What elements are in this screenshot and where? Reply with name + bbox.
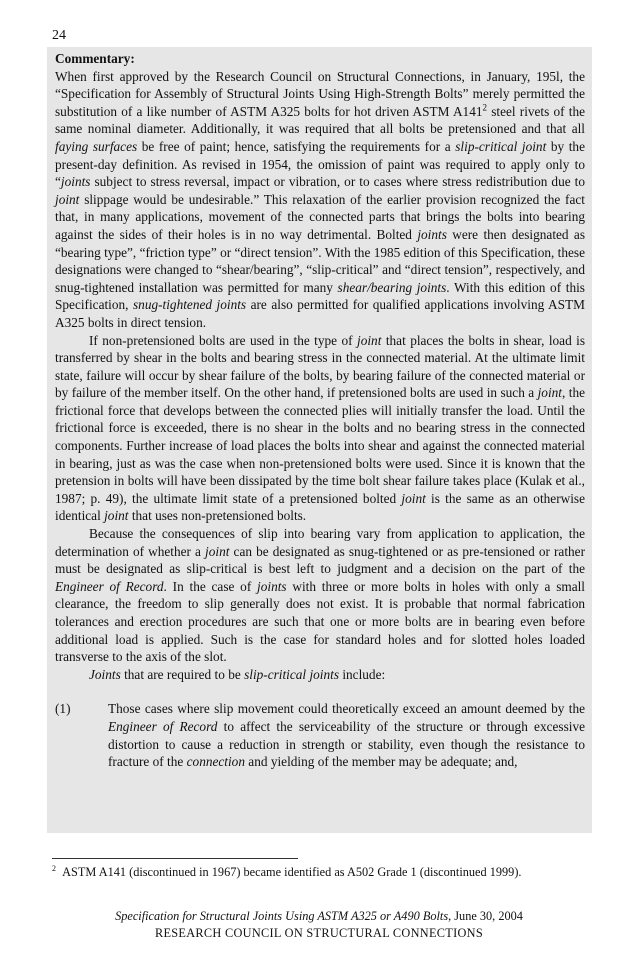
- commentary-paragraph-1: [55, 68, 585, 332]
- text-run: that uses non-pretensioned bolts.: [128, 508, 307, 524]
- text-run: is the same as an otherwise identical: [55, 490, 585, 524]
- italic-term: joint: [357, 332, 382, 348]
- footnote-text: ASTM A141 (discontinued in 1967) became identified as A502 Grade 1 (discontinued 1999).: [62, 865, 522, 879]
- list-number: (1): [55, 701, 71, 717]
- text-run: , the frictional force that develops between the connected plies will initially transfer the load. Until the frictional force is exceeded, there is no shear in the bolts and no bearing stress in the connected components. Further increase of load places the bolts into shear and against the connected material in bearing, just as was the case when non-pretensioned bolts were used. Since it is known that the pretension in bolts will have been dissipated by the time bolt shear failure takes place (Kulak et al., 1987; p. 49), the ultimate limit state of a pretensioned bolted: [55, 385, 585, 506]
- commentary-paragraph-3: [55, 525, 585, 666]
- text-run: Those cases where slip movement could theoretically exceed an amount deemed by the: [108, 701, 585, 717]
- italic-term: shear/bearing joints: [337, 279, 447, 295]
- text-run: with three or more bolts in holes with only a small clearance, the freedom to slip generally does not exist. It is probable that normal fabrication tolerances and erection procedures are such that one or more bolts are in bearing even before additional load is applied. Such is the case for standard holes and for slotted holes loaded transverse to the axis of the slot.: [55, 578, 585, 665]
- italic-term: joint: [205, 543, 230, 559]
- footnote-rule: [52, 858, 298, 859]
- text-run: Because the consequences of slip into bearing vary from application to application, the determination of whether a: [55, 526, 585, 559]
- italic-term: joints: [60, 174, 91, 190]
- text-run: slippage would be undesirable.” This relaxation of the earlier provision recognized the fact that, in many applications, movement of the connected parts that brings the bolts into bearing against the sides of their holes is in no way detrimental. Bolted: [55, 191, 585, 242]
- italic-term: Engineer of Record: [55, 578, 164, 594]
- list-item: [55, 700, 585, 770]
- footer-spec-title: Specification for Structural Joints Using ASTM A325 or A490 Bolts: [115, 909, 449, 923]
- italic-term: joint: [537, 385, 562, 401]
- italic-term: Engineer of Record: [108, 718, 218, 734]
- italic-term: connection: [186, 754, 245, 770]
- text-run: can be designated as snug-tightened or as pre-tensioned or rather must be designated as slip-critical is best left to judgment and a decision on the part of the: [55, 543, 585, 577]
- italic-term: joints: [257, 578, 287, 594]
- text-run: subject to stress reversal, impact or vibration, or to cases where stress redistribution due to: [90, 174, 585, 190]
- footnote-marker: 2: [52, 863, 56, 873]
- text-run: . In the case of: [163, 578, 258, 594]
- italic-term: joint: [104, 508, 129, 524]
- commentary-paragraph-4: [55, 666, 585, 684]
- text-run: that are required to be: [120, 666, 245, 682]
- page-number: 24: [52, 28, 66, 43]
- text-run: When first approved by the Research Council on Structural Connections, in January, 195l, the “Specification for Assembly of Structural Joints Using High-Strength Bolts” merely permitted the substitution of a like number of ASTM A325 bolts for hot driven ASTM A141: [55, 68, 585, 119]
- commentary-section: [55, 50, 585, 771]
- text-run: be free of paint; hence, satisfying the requirements for a: [137, 138, 456, 154]
- footer-council: RESEARCH COUNCIL ON STRUCTURAL CONNECTIONS: [154, 926, 483, 940]
- text-run: by the present-day definition. As revised in 1954, the omission of paint was required to apply only to “: [55, 138, 585, 190]
- text-run: were then designated as “bearing type”, “friction type” or “direct tension”. With the 1985 edition of this Specification, these designations were changed to “shear/bearing”, “slip-critical” and “direct tension”, respectively, and snug-tightened installation was permitted for many: [55, 226, 585, 295]
- footnote: [52, 865, 592, 880]
- italic-term: joint: [401, 490, 426, 506]
- text-run: include:: [339, 666, 386, 682]
- text-run: If non-pretensioned bolts are used in the type of: [89, 332, 358, 348]
- text-run: that places the bolts in shear, load is transferred by shear in the bolts and bearing stress in the connected material. At the ultimate limit state, failure will occur by shear failure of the bolts, by bearing failure of the connected material or by failure of the member itself. On the other hand, if pretensioned bolts are used in such a: [55, 332, 586, 401]
- commentary-paragraph-2: [55, 332, 585, 526]
- text-run: . With this edition of this Specification,: [55, 279, 585, 313]
- text-run: are also permitted for qualified applications involving ASTM A325 bolts in direct tension.: [55, 297, 585, 330]
- italic-term: snug-tightened joints: [133, 297, 247, 313]
- italic-term: joints: [417, 226, 447, 242]
- list-body: [108, 700, 585, 770]
- footer-date: , June 30, 2004: [448, 909, 523, 923]
- italic-term: faying surfaces: [55, 138, 138, 154]
- footnote-ref: 2: [482, 102, 488, 113]
- text-run: to affect the serviceability of the structure or through excessive distortion to cause a reduction in strength or stability, even though the resistance to fracture of the: [108, 718, 586, 770]
- italic-term: Joints: [89, 666, 121, 682]
- text-run: steel rivets of the same nominal diameter. Additionally, it was required that all bolts be pretensioned and that all: [55, 103, 586, 137]
- commentary-heading: Commentary:: [55, 51, 135, 66]
- italic-term: joint: [55, 191, 80, 207]
- footer-title-line: [0, 909, 638, 924]
- italic-term: slip-critical joints: [244, 666, 340, 682]
- italic-term: slip-critical joint: [455, 138, 547, 154]
- text-run: and yielding of the member may be adequate; and,: [244, 754, 518, 770]
